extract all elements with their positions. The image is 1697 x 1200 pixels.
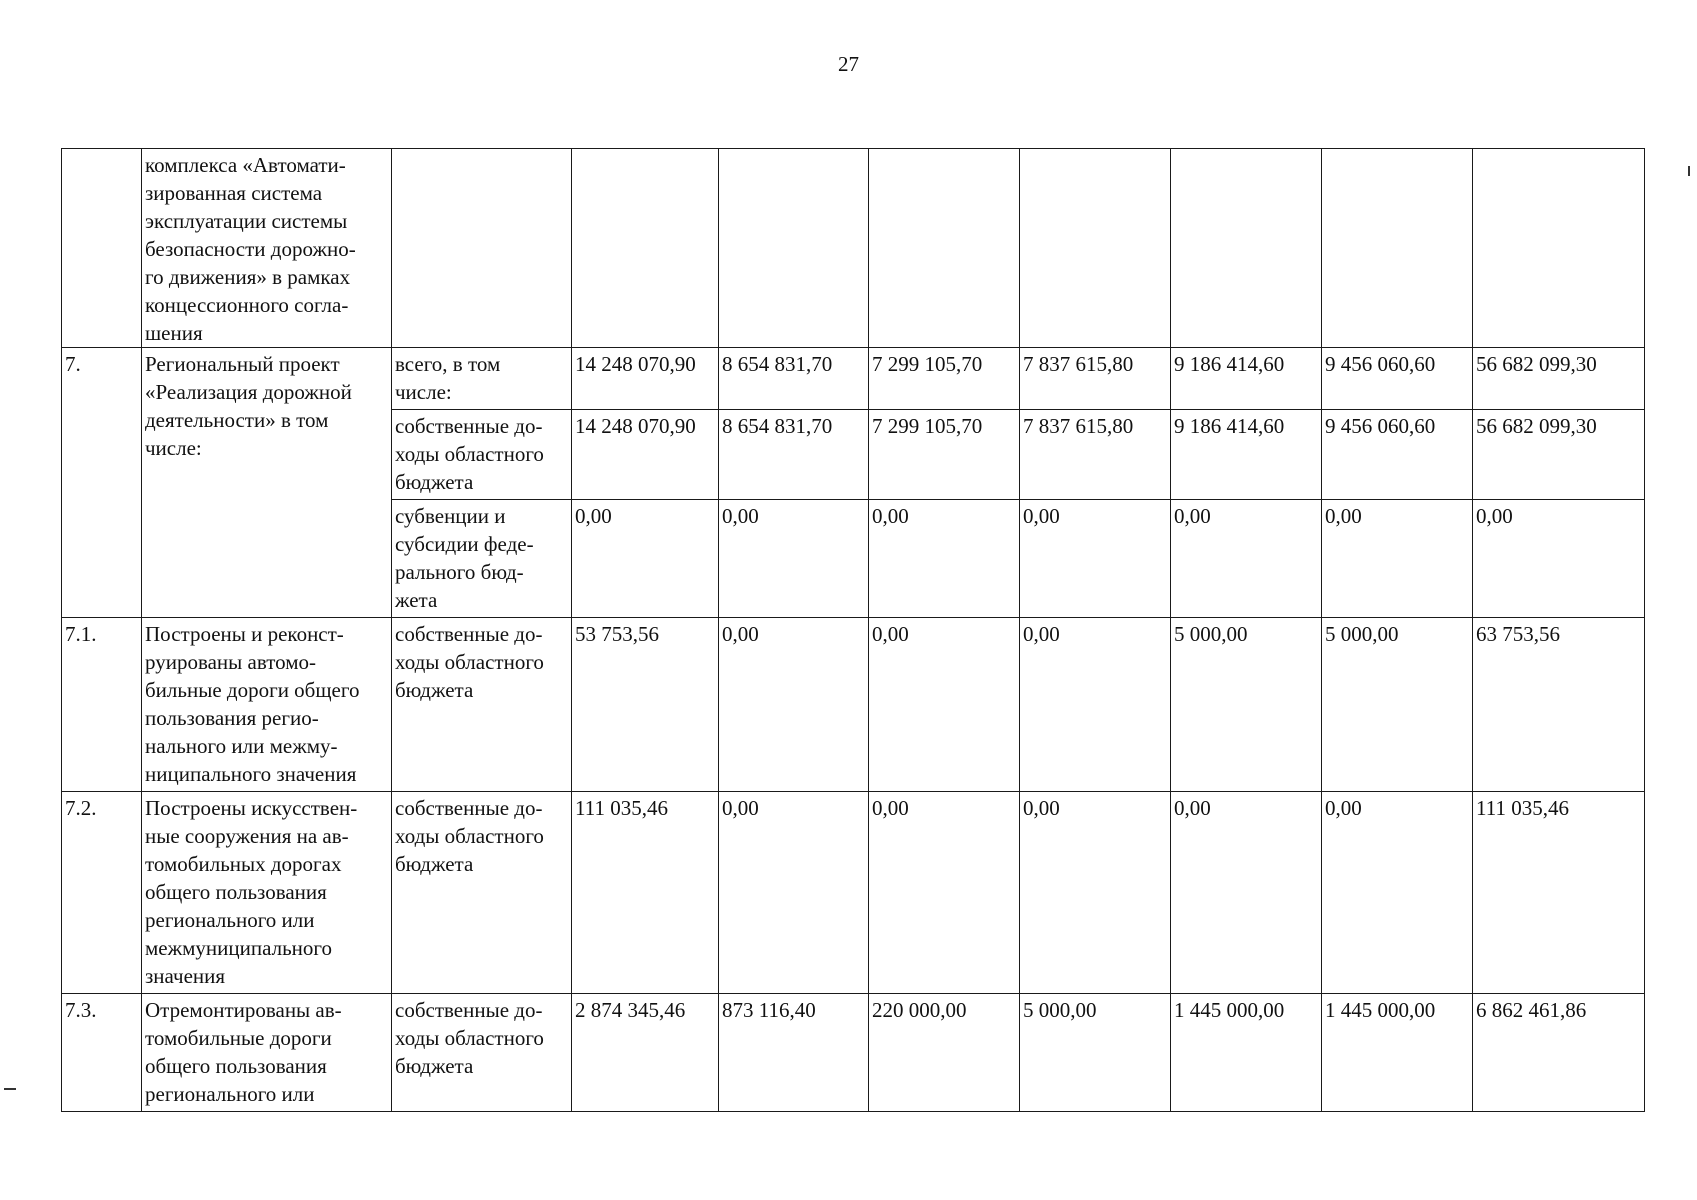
source-line: жета (395, 588, 438, 612)
name-line: значения (145, 964, 226, 988)
value-cell: 9 186 414,60 (1171, 348, 1322, 410)
row-number: 7. (65, 352, 81, 376)
source-line: собственные до- (395, 622, 543, 646)
value-cell: 56 682 099,30 (1473, 410, 1645, 500)
source-line: числе: (395, 380, 452, 404)
value-cell: 8 654 831,70 (719, 410, 869, 500)
name-line: регионального или (145, 1082, 315, 1106)
name-line: Отремонтированы ав- (145, 998, 342, 1022)
name-cell (142, 618, 392, 792)
value-cell: 0,00 (1473, 500, 1645, 618)
source-line: ходы областного (395, 442, 544, 466)
value-cell: 0,00 (1322, 792, 1473, 994)
value-cell: 873 116,40 (719, 994, 869, 1112)
budget-table (61, 148, 1645, 1112)
source-cell (392, 500, 572, 618)
value-cell (572, 149, 719, 348)
value-cell: 0,00 (1171, 792, 1322, 994)
value-cell: 0,00 (1322, 500, 1473, 618)
value-cell: 0,00 (869, 618, 1020, 792)
name-line: пользования регио- (145, 706, 319, 730)
value-cell: 53 753,56 (572, 618, 719, 792)
value-cell: 9 456 060,60 (1322, 348, 1473, 410)
value-cell: 14 248 070,90 (572, 348, 719, 410)
value-cell: 111 035,46 (1473, 792, 1645, 994)
item-row-7-3 (62, 994, 1645, 1112)
value-cell: 2 874 345,46 (572, 994, 719, 1112)
name-cell (142, 348, 392, 618)
name-line: комплекса «Автомати- (145, 153, 346, 177)
value-cell: 220 000,00 (869, 994, 1020, 1112)
value-cell: 0,00 (719, 792, 869, 994)
page-number: 27 (838, 52, 859, 76)
source-line: бюджета (395, 678, 474, 702)
value-cell: 7 837 615,80 (1020, 348, 1171, 410)
source-line: ходы областного (395, 824, 544, 848)
name-line: регионального или (145, 908, 315, 932)
value-cell: 8 654 831,70 (719, 348, 869, 410)
value-cell (1020, 149, 1171, 348)
value-cell: 9 456 060,60 (1322, 410, 1473, 500)
source-line: субвенции и (395, 504, 506, 528)
value-cell: 0,00 (1171, 500, 1322, 618)
name-line: го движения» в рамках (145, 265, 351, 289)
value-cell: 0,00 (869, 500, 1020, 618)
source-cell (392, 994, 572, 1112)
source-line: собственные до- (395, 414, 543, 438)
name-line: эксплуатации системы (145, 209, 348, 233)
source-line: всего, в том (395, 352, 501, 376)
name-line: межмуниципального (145, 936, 332, 960)
value-cell: 0,00 (719, 500, 869, 618)
value-cell: 0,00 (572, 500, 719, 618)
name-line: руированы автомо- (145, 650, 317, 674)
name-line: ниципального значения (145, 762, 357, 786)
value-cell (869, 149, 1020, 348)
item-row-7-2 (62, 792, 1645, 994)
scan-mark (1688, 166, 1690, 176)
name-line: Построены и реконст- (145, 622, 344, 646)
value-cell: 5 000,00 (1171, 618, 1322, 792)
source-cell (392, 792, 572, 994)
source-line: бюджета (395, 470, 474, 494)
name-line: томобильные дороги (145, 1026, 332, 1050)
name-cell (142, 149, 392, 348)
number-cell (62, 994, 142, 1112)
name-line: Построены искусствен- (145, 796, 358, 820)
name-line: Региональный проект (145, 352, 340, 376)
value-cell: 0,00 (1020, 792, 1171, 994)
name-line: «Реализация дорожной (145, 380, 352, 404)
project-total-row (62, 348, 1645, 410)
row-number: 7.2. (65, 796, 97, 820)
source-line: рального бюд- (395, 560, 524, 584)
value-cell: 0,00 (719, 618, 869, 792)
scan-mark (4, 1088, 16, 1090)
name-cell (142, 792, 392, 994)
name-line: общего пользования (145, 1054, 327, 1078)
source-line: субсидии феде- (395, 532, 534, 556)
value-cell: 0,00 (1020, 500, 1171, 618)
row-number: 7.3. (65, 998, 97, 1022)
name-line: зированная система (145, 181, 323, 205)
source-line: ходы областного (395, 650, 544, 674)
name-line: концессионного согла- (145, 293, 349, 317)
name-line: бильные дороги общего (145, 678, 360, 702)
name-line: нального или межму- (145, 734, 338, 758)
source-line: бюджета (395, 1054, 474, 1078)
source-cell (392, 410, 572, 500)
number-cell (62, 792, 142, 994)
value-cell: 9 186 414,60 (1171, 410, 1322, 500)
value-cell: 111 035,46 (572, 792, 719, 994)
name-line: деятельности» в том (145, 408, 329, 432)
name-line: числе: (145, 436, 202, 460)
value-cell: 6 862 461,86 (1473, 994, 1645, 1112)
item-row-7-1 (62, 618, 1645, 792)
value-cell: 63 753,56 (1473, 618, 1645, 792)
source-line: собственные до- (395, 796, 543, 820)
source-cell (392, 618, 572, 792)
value-cell: 0,00 (1020, 618, 1171, 792)
source-line: собственные до- (395, 998, 543, 1022)
value-cell: 7 299 105,70 (869, 348, 1020, 410)
name-line: томобильных дорогах (145, 852, 342, 876)
name-line: ные сооружения на ав- (145, 824, 349, 848)
value-cell (719, 149, 869, 348)
value-cell: 1 445 000,00 (1171, 994, 1322, 1112)
value-cell (1171, 149, 1322, 348)
number-cell (62, 348, 142, 618)
value-cell: 5 000,00 (1322, 618, 1473, 792)
source-cell (392, 149, 572, 348)
continuation-row (62, 149, 1645, 348)
value-cell: 1 445 000,00 (1322, 994, 1473, 1112)
row-number: 7.1. (65, 622, 97, 646)
source-line: бюджета (395, 852, 474, 876)
name-line: общего пользования (145, 880, 327, 904)
name-cell (142, 994, 392, 1112)
value-cell: 7 299 105,70 (869, 410, 1020, 500)
number-cell (62, 618, 142, 792)
value-cell: 14 248 070,90 (572, 410, 719, 500)
value-cell: 0,00 (869, 792, 1020, 994)
name-line: шения (145, 321, 203, 345)
value-cell (1322, 149, 1473, 348)
number-cell (62, 149, 142, 348)
name-line: безопасности дорожно- (145, 237, 356, 261)
value-cell: 7 837 615,80 (1020, 410, 1171, 500)
source-line: ходы областного (395, 1026, 544, 1050)
value-cell: 5 000,00 (1020, 994, 1171, 1112)
value-cell (1473, 149, 1645, 348)
source-cell (392, 348, 572, 410)
value-cell: 56 682 099,30 (1473, 348, 1645, 410)
